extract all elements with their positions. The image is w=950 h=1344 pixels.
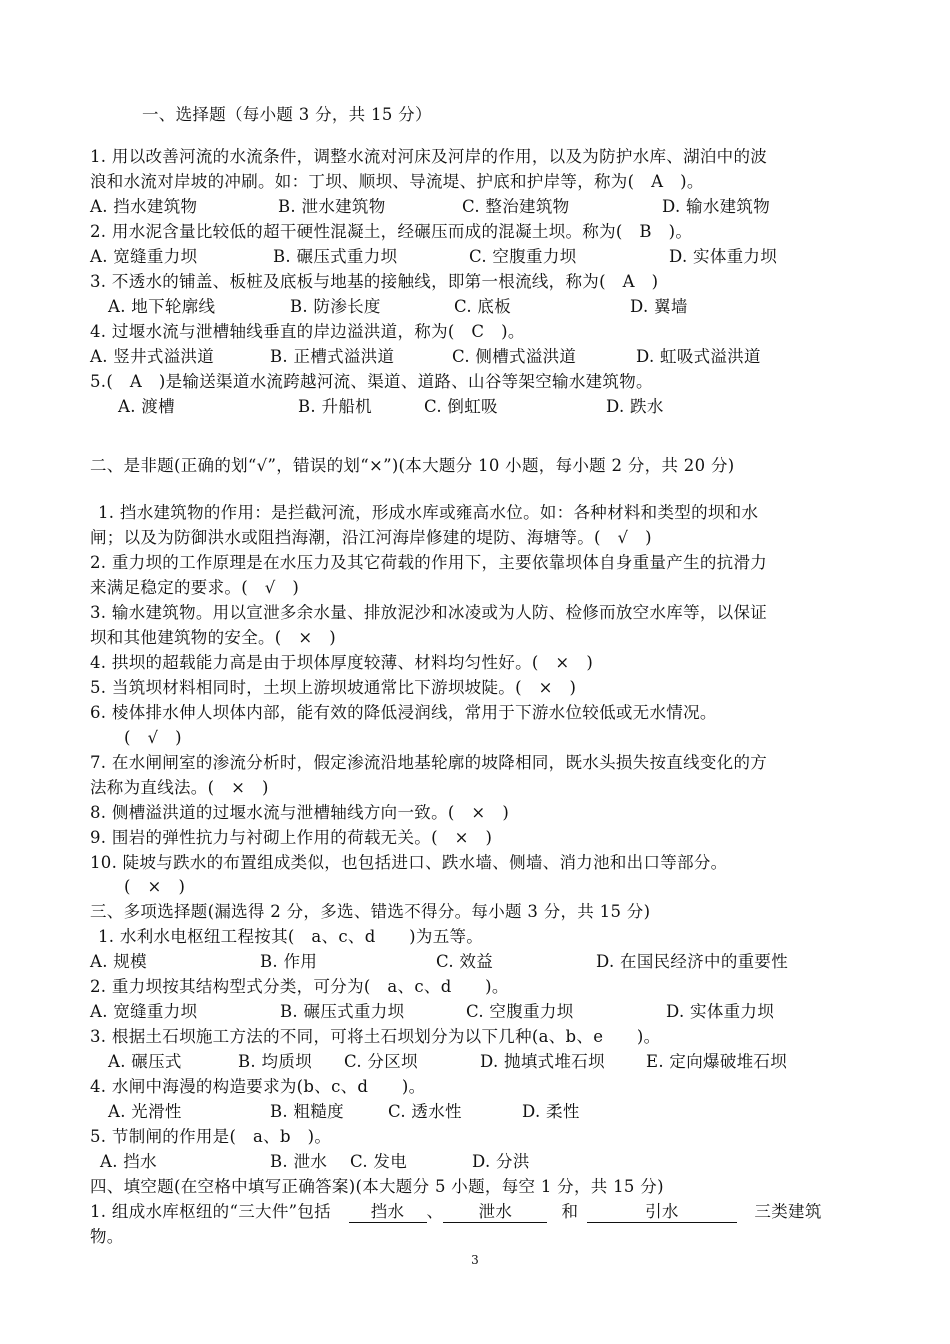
q4-text: 4. 过堰水流与泄槽轴线垂直的岸边溢洪道，称为( C )。 xyxy=(90,322,525,341)
option: C. 效益 xyxy=(436,952,494,971)
option: A. 地下轮廓线 xyxy=(108,297,216,316)
tf-line: ( × ) xyxy=(124,877,186,896)
option: C. 底板 xyxy=(454,297,512,316)
tf-line: 5. 当筑坝材料相同时，土坝上游坝坡通常比下游坝坡陡。( × ) xyxy=(90,678,577,697)
option: D. 分洪 xyxy=(472,1152,530,1171)
option: D. 虹吸式溢洪道 xyxy=(636,347,761,366)
section-2-title: 二、是非题(正确的划“√”，错误的划“×”)(本大题分 10 小题，每小题 2 分，共 20 分) xyxy=(90,456,735,475)
option: C. 发电 xyxy=(350,1152,408,1171)
tf-line: 2. 重力坝的工作原理是在水压力及其它荷载的作用下，主要依靠坝体自身重量产生的抗滑力 xyxy=(90,553,768,572)
fill-q1-line-2: 物。 xyxy=(90,1227,124,1246)
tf-line: 坝和其他建筑物的安全。( × ) xyxy=(90,628,336,647)
tf-line: 1. 挡水建筑物的作用：是拦截河流，形成水库或雍高水位。如：各种材料和类型的坝和水 xyxy=(98,503,759,522)
fill-sep-1: 、 xyxy=(426,1202,444,1221)
tf-line: 3. 输水建筑物。用以宣泄多余水量、排放泥沙和冰凌或为人防、检修而放空水库等，以保证 xyxy=(90,603,768,622)
tf-line: 7. 在水闸闸室的渗流分析时，假定渗流沿地基轮廓的坡降相同，既水头损失按直线变化的方 xyxy=(90,753,768,772)
option: B. 泄水建筑物 xyxy=(278,197,386,216)
q3-text: 3. 不透水的铺盖、板桩及底板与地基的接触线，即第一根流线，称为( A ) xyxy=(90,272,659,291)
mq1-text: 1. 水利水电枢纽工程按其( a、c、d )为五等。 xyxy=(98,927,484,946)
q5-options xyxy=(118,396,664,418)
option: D. 跌水 xyxy=(606,397,664,416)
option: C. 整治建筑物 xyxy=(462,197,570,216)
option: A. 宽缝重力坝 xyxy=(90,1002,198,1021)
section-4-title: 四、填空题(在空格中填写正确答案)(本大题分 5 小题，每空 1 分，共 15 分) xyxy=(90,1177,664,1196)
option: E. 定向爆破堆石坝 xyxy=(646,1052,788,1071)
tf-line: 闸；以及为防御洪水或阻挡海潮，沿江河海岸修建的堤防、海塘等。( √ ) xyxy=(90,528,652,547)
tf-line: 9. 围岩的弹性抗力与衬砌上作用的荷载无关。( × ) xyxy=(90,828,493,847)
option: D. 输水建筑物 xyxy=(662,197,771,216)
option: B. 均质坝 xyxy=(238,1052,312,1071)
option: B. 泄水 xyxy=(270,1152,328,1171)
q1-line-2: 浪和水流对岸坡的冲刷。如：丁坝、顺坝、导流堤、护底和护岸等，称为( A )。 xyxy=(90,172,704,191)
option: D. 实体重力坝 xyxy=(666,1002,775,1021)
option: A. 挡水建筑物 xyxy=(90,197,198,216)
option: A. 碾压式 xyxy=(108,1052,182,1071)
option: D. 实体重力坝 xyxy=(669,247,778,266)
q2-options xyxy=(90,246,777,268)
option: C. 空腹重力坝 xyxy=(469,247,577,266)
mq2-text: 2. 重力坝按其结构型式分类，可分为( a、c、d )。 xyxy=(90,977,509,996)
mq5-text: 5. 节制闸的作用是( a、b )。 xyxy=(90,1127,332,1146)
option: D. 翼墙 xyxy=(630,297,688,316)
option: B. 正槽式溢洪道 xyxy=(270,347,395,366)
option: C. 分区坝 xyxy=(344,1052,418,1071)
option: C. 侧槽式溢洪道 xyxy=(452,347,577,366)
option: B. 防渗长度 xyxy=(290,297,381,316)
tf-line: 10. 陡坡与跌水的布置组成类似，也包括进口、跌水墙、侧墙、消力池和出口等部分。 xyxy=(90,853,728,872)
fill-sep-2: 和 xyxy=(561,1202,579,1221)
fill-q1-line-1 xyxy=(90,1201,822,1223)
mq2-options xyxy=(90,1001,774,1023)
fill-blank-2: 泄水 xyxy=(443,1202,547,1223)
tf-line: 4. 拱坝的超载能力高是由于坝体厚度较薄、材料均匀性好。( × ) xyxy=(90,653,594,672)
option: C. 透水性 xyxy=(388,1102,462,1121)
fill-prefix: 1. 组成水库枢纽的“三大件”包括 xyxy=(90,1202,331,1221)
option: B. 碾压式重力坝 xyxy=(280,1002,405,1021)
option: B. 粗糙度 xyxy=(270,1102,344,1121)
tf-line: 来满足稳定的要求。( √ ) xyxy=(90,578,300,597)
option: A. 规模 xyxy=(90,952,147,971)
fill-suffix: 三类建筑 xyxy=(754,1202,822,1221)
option: D. 在国民经济中的重要性 xyxy=(596,952,789,971)
section-3-title: 三、多项选择题(漏选得 2 分，多选、错选不得分。每小题 3 分，共 15 分) xyxy=(90,902,651,921)
page-number: 3 xyxy=(471,1253,479,1267)
mq3-options xyxy=(108,1051,787,1073)
mq3-text: 3. 根据土石坝施工方法的不同，可将土石坝划分为以下几种(a、b、e )。 xyxy=(90,1027,661,1046)
q5-text: 5.( A )是输送渠道水流跨越河流、渠道、道路、山谷等架空输水建筑物。 xyxy=(90,372,653,391)
fill-blank-1: 挡水 xyxy=(349,1202,427,1223)
option: D. 柔性 xyxy=(522,1102,580,1121)
option: A. 渡槽 xyxy=(118,397,175,416)
option: B. 升船机 xyxy=(298,397,372,416)
mq5-options xyxy=(100,1151,530,1173)
mq4-text: 4. 水闸中海漫的构造要求为(b、c、d )。 xyxy=(90,1077,426,1096)
q2-text: 2. 用水泥含量比较低的超干硬性混凝土，经碾压而成的混凝土坝。称为( B )。 xyxy=(90,222,693,241)
q4-options xyxy=(90,346,761,368)
tf-line: 6. 棱体排水伸人坝体内部，能有效的降低浸润线，常用于下游水位较低或无水情况。 xyxy=(90,703,717,722)
option: A. 光滑性 xyxy=(108,1102,182,1121)
option: B. 碾压式重力坝 xyxy=(273,247,398,266)
option: A. 竖井式溢洪道 xyxy=(90,347,215,366)
option: C. 倒虹吸 xyxy=(424,397,498,416)
mq1-options xyxy=(90,951,788,973)
option: A. 宽缝重力坝 xyxy=(90,247,198,266)
q1-line-1: 1. 用以改善河流的水流条件，调整水流对河床及河岸的作用，以及为防护水库、湖泊中的波 xyxy=(90,147,768,166)
tf-line: ( √ ) xyxy=(124,728,182,747)
q1-options xyxy=(90,196,770,218)
q3-options xyxy=(108,296,688,318)
option: A. 挡水 xyxy=(100,1152,157,1171)
option: B. 作用 xyxy=(260,952,318,971)
mq4-options xyxy=(108,1101,580,1123)
section-1-title: 一、选择题（每小题 3 分，共 15 分） xyxy=(142,105,432,124)
option: C. 空腹重力坝 xyxy=(466,1002,574,1021)
option: D. 抛填式堆石坝 xyxy=(480,1052,605,1071)
tf-line: 8. 侧槽溢洪道的过堰水流与泄槽轴线方向一致。( × ) xyxy=(90,803,510,822)
fill-blank-3: 引水 xyxy=(587,1202,737,1223)
tf-line: 法称为直线法。( × ) xyxy=(90,778,269,797)
